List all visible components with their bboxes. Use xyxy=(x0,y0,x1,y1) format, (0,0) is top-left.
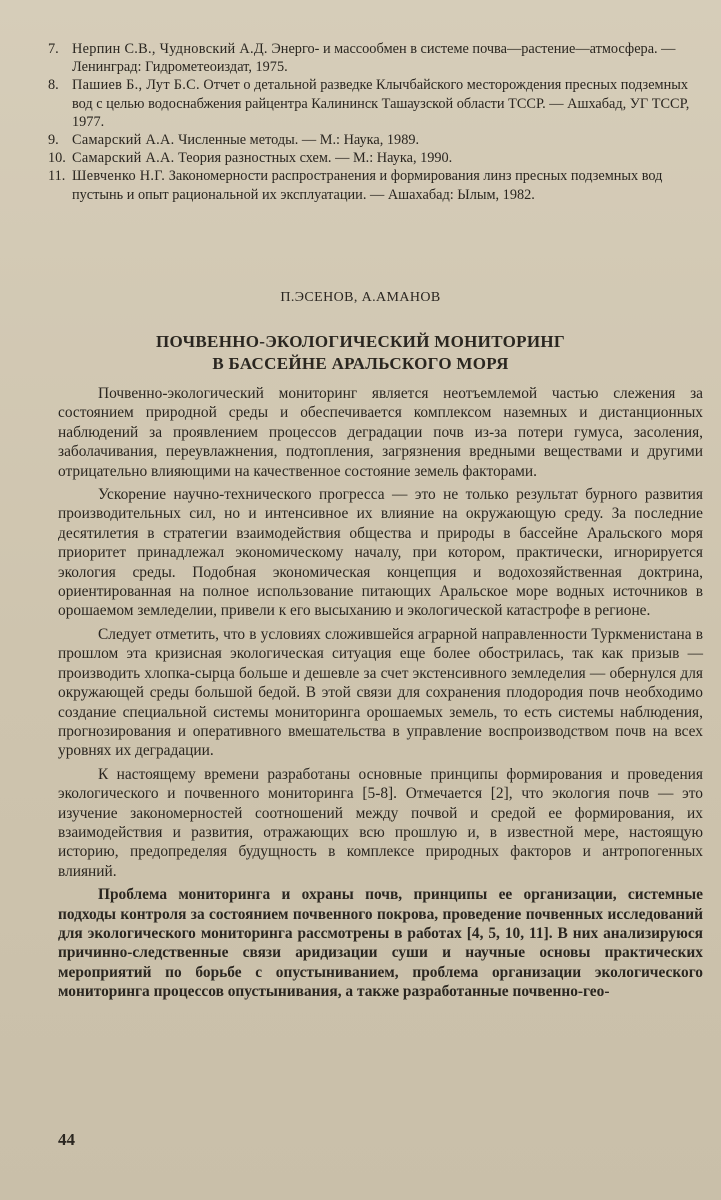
article-title xyxy=(0,331,721,375)
reference-item xyxy=(48,131,703,149)
reference-text: Закономерности распространения и формирования линз пресных подземных вод пустынь и опыт рациональной их эксплуатации. — Ашахабад: Ылым, 1982. xyxy=(72,168,663,203)
article-title-line: ПОЧВЕННО-ЭКОЛОГИЧЕСКИЙ МОНИТОРИНГ xyxy=(156,332,565,351)
reference-authors: Пашиев Б., Лут Б.С. xyxy=(72,77,200,94)
page-number: 44 xyxy=(58,1130,75,1149)
article-title-line: В БАССЕЙНЕ АРАЛЬСКОГО МОРЯ xyxy=(212,354,509,373)
body-paragraph: Почвенно-экологический мониторинг является неотъемлемой частью слежения за состоянием природной среды и обеспечивается комплексом наземных и дистанционных наблюдений за проявлением процессов деградации почв из-за потери гумуса, засоления, заболачивания, переувлажнения, подтопления, загрязнения вредными веществами и другими отрицательно влияющими на качественное состояние земель факторами. xyxy=(58,385,703,480)
reference-list xyxy=(48,40,703,204)
reference-item xyxy=(48,149,703,167)
reference-number: 10. xyxy=(48,150,66,167)
body-paragraph: Проблема мониторинга и охраны почв, принципы ее организации, системные подходы контроля за состоянием почвенного покрова, проведение почвенных исследований для экологического мониторинга рассмотрены в работах [4, 5, 10, 11]. В них анализируюся причинно-следственные связи аридизации суши и научные основы практических мероприятий по борьбе с опустыниванием, проблема организации экологического мониторинга процессов опустынивания, а также разработанные почвенно-гео- xyxy=(58,886,703,1001)
reference-item xyxy=(48,76,703,131)
reference-number: 7. xyxy=(48,41,59,57)
body-paragraph: К настоящему времени разработаны основные принципы формирования и проведения экологического и почвенного мониторинга [5-8]. Отмечается [2], что экология почв — это изучение закономерностей соотношений между почвой и средой ее формирования, их взаимодействия и развития, отражающих всю прошлую и, в известной мере, настоящую историю, предопределяя будущность в комплексе природных факторов и антропогенных влияний. xyxy=(58,765,703,880)
reference-item xyxy=(48,40,703,76)
reference-number: 8. xyxy=(48,77,59,94)
reference-text: Численные методы. — М.: Наука, 1989. xyxy=(174,132,420,149)
reference-authors: Самарский А.А. xyxy=(72,132,175,149)
reference-authors: Шевченко Н.Г. xyxy=(72,168,166,185)
body-paragraph: Ускорение научно-технического прогресса — это не только результат бурного развития производительных сил, но и интенсивное их влияние на окружающую среду. За последние десятилетия в стратегии взаимодействия общества и природы в бассейне Аральского моря приоритет принадлежал экономическому началу, при котором, практически, игнорируется экология среды. Подобная экономическая концепция и водохозяйственная доктрина, ориентированная на полное использование питающих Аральское море водных источников в орошаемом земледелии, привели к его высыханию и экологической катастрофе в регионе. xyxy=(58,486,703,620)
reference-text: Энерго- и массообмен в системе почва—растение—атмосфера. — Ленинград: Гидрометеоиздат, 1975. xyxy=(72,41,676,76)
article-authors: П.ЭСЕНОВ, А.АМАНОВ xyxy=(280,290,441,305)
reference-text: Теория разностных схем. — М.: Наука, 1990. xyxy=(174,150,453,167)
reference-number: 11. xyxy=(48,168,66,185)
reference-item xyxy=(48,167,703,203)
reference-authors: Нерпин С.В., Чудновский А.Д. xyxy=(72,41,268,57)
reference-number: 9. xyxy=(48,132,59,149)
article-body xyxy=(58,384,703,1006)
reference-authors: Самарский А.А. xyxy=(72,150,175,167)
body-paragraph: Следует отметить, что в условиях сложившейся аграрной направленности Туркменистана в прошлом эта кризисная экологическая ситуация еще более обострилась, так как призыв — производить хлопка-сырца больше и дешевле за счет экстенсивного земледелия — обернулся для окружающей среды большой бедой. В этой связи для сохранения плодородия почв необходимо создание специальной системы мониторинга орошаемых земель, то есть системы наблюдения, прогнозирования и оперативного вмешательства в управление воспроизводством почв на всех уровнях их деградации. xyxy=(58,625,703,760)
reference-text: Отчет о детальной разведке Клычбайского месторождения пресных подземных вод с целью водоснабжения райцентра Калининск Ташаузской области ТССР. — Ашхабад, УГ ТССР, 1977. xyxy=(72,77,690,130)
